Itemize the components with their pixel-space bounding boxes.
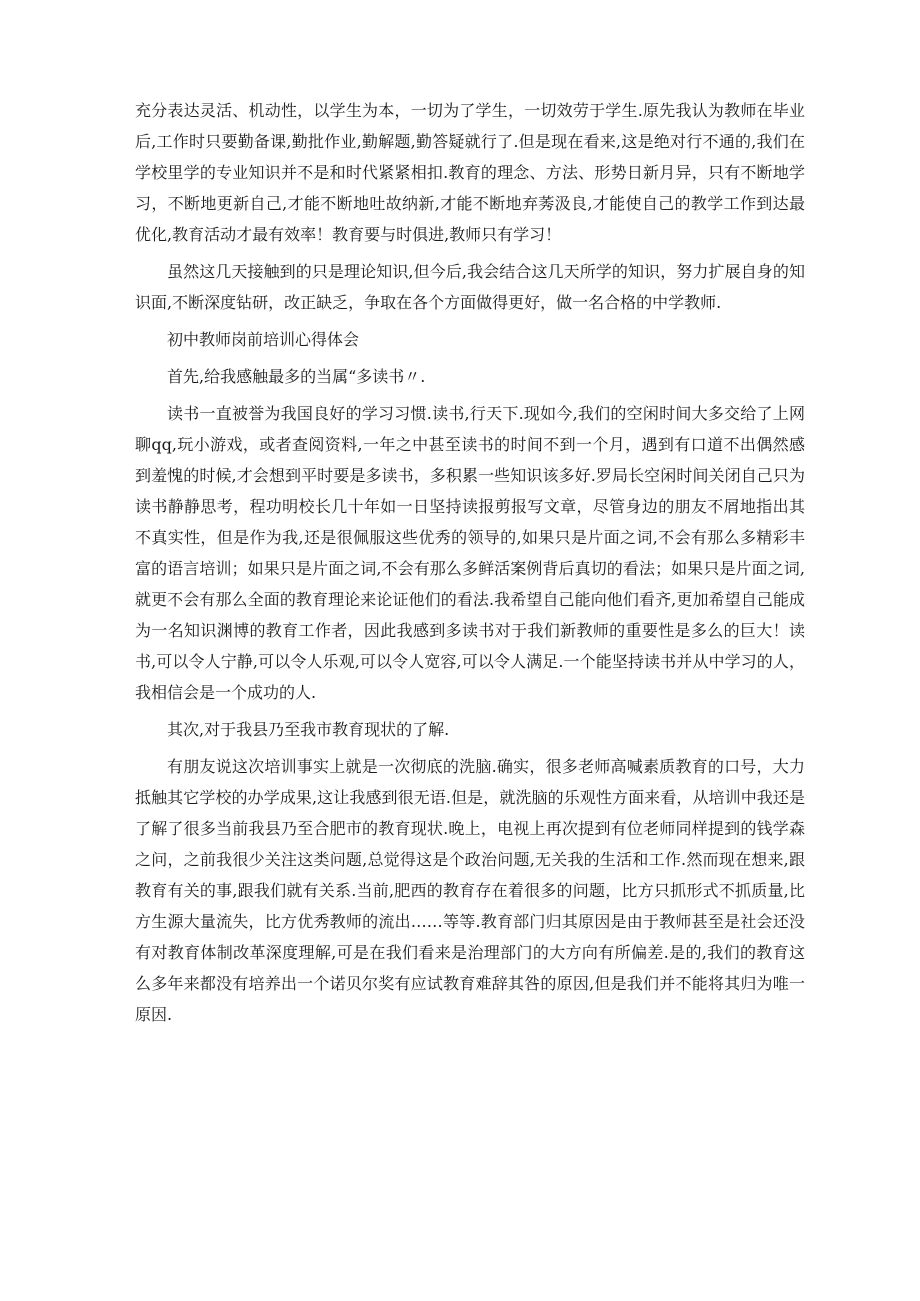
paragraph-education-status: 有朋友说这次培训事实上就是一次彻底的洗脑.确实，很多老师高喊素质教育的口号，大力抵触其它学校的办学成果,这让我感到很无语.但是，就洗脑的乐观性方面来看，从培训中我还是了解了很多当前我县乃至合肥市的教育现状.晚上，电视上再次提到有位老师同样提到的钱学森之问，之前我很少关注这类问题,总觉得这是个政治问题,无关我的生活和工作.然而现在想来,跟教育有关的事,跟我们就有关系.当前,肥西的教育存在着很多的问题，比方只抓形式不抓质量,比方生源大量流失，比方优秀教师的流出……等等.教育部门归其原因是由于教师甚至是社会还没有对教育体制改革深度理解,可是在我们看来是治理部门的大方向有所偏差.是的,我们的教育这么多年来都没有培养出一个诺贝尔奖有应试教育难辞其咎的原因,但是我们并不能将其归为唯一原因. <box>135 757 805 1024</box>
document-body <box>135 95 805 1036</box>
paragraph-second-point: 其次,对于我县乃至我市教育现状的了解. <box>167 720 450 739</box>
section-title: 初中教师岗前培训心得体会 <box>167 330 360 349</box>
paragraph-conclusion: 虽然这几天接触到的只是理论知识,但今后,我会结合这几天所学的知识，努力扩展自身的知识面,不断深度钻研，改正缺乏，争取在各个方面做得更好，做一名合格的中学教师. <box>135 262 805 312</box>
paragraph-continuation: 充分表达灵活、机动性，以学生为本，一切为了学生，一切效劳于学生.原先我认为教师在毕业后,工作时只要勤备课,勤批作业,勤解题,勤答疑就行了.但是现在看来,这是绝对行不通的,我们在学校里学的专业知识并不是和时代紧紧相扣.教育的理念、方法、形势日新月异，只有不断地学习，不断地更新自己,才能不断地吐故纳新,才能不断地弃莠汲良,才能使自己的教学工作到达最优化,教育活动才最有效率！教育要与时俱进,教师只有学习！ <box>135 101 805 244</box>
paragraph-first-point: 首先,给我感触最多的当属“多读书〃. <box>167 367 426 386</box>
paragraph-reading: 读书一直被誉为我国良好的学习习惯.读书,行天下.现如今,我们的空闲时间大多交给了上网聊qq,玩小游戏，或者查阅资料,一年之中甚至读书的时间不到一个月，遇到有口道不出偶然感到羞愧的时候,才会想到平时要是多读书，多积累一些知识该多好.罗局长空闲时间关闭自己只为读书静静思考，程功明校长几十年如一日坚持读报剪报写文章，尽管身边的朋友不屑地指出其不真实性，但是作为我,还是很佩服这些优秀的领导的,如果只是片面之词,不会有那么多精彩丰富的语言培训；如果只是片面之词,不会有那么多鲜活案例背后真切的看法；如果只是片面之词,就更不会有那么全面的教育理论来论证他们的看法.我希望自己能向他们看齐,更加希望自己能成为一名知识渊博的教育工作者，因此我感到多读书对于我们新教师的重要性是多么的巨大！读书,可以令人宁静,可以令人乐观,可以令人宽容,可以令人满足.一个能坚持读书并从中学习的人，我相信会是一个成功的人. <box>135 404 805 702</box>
